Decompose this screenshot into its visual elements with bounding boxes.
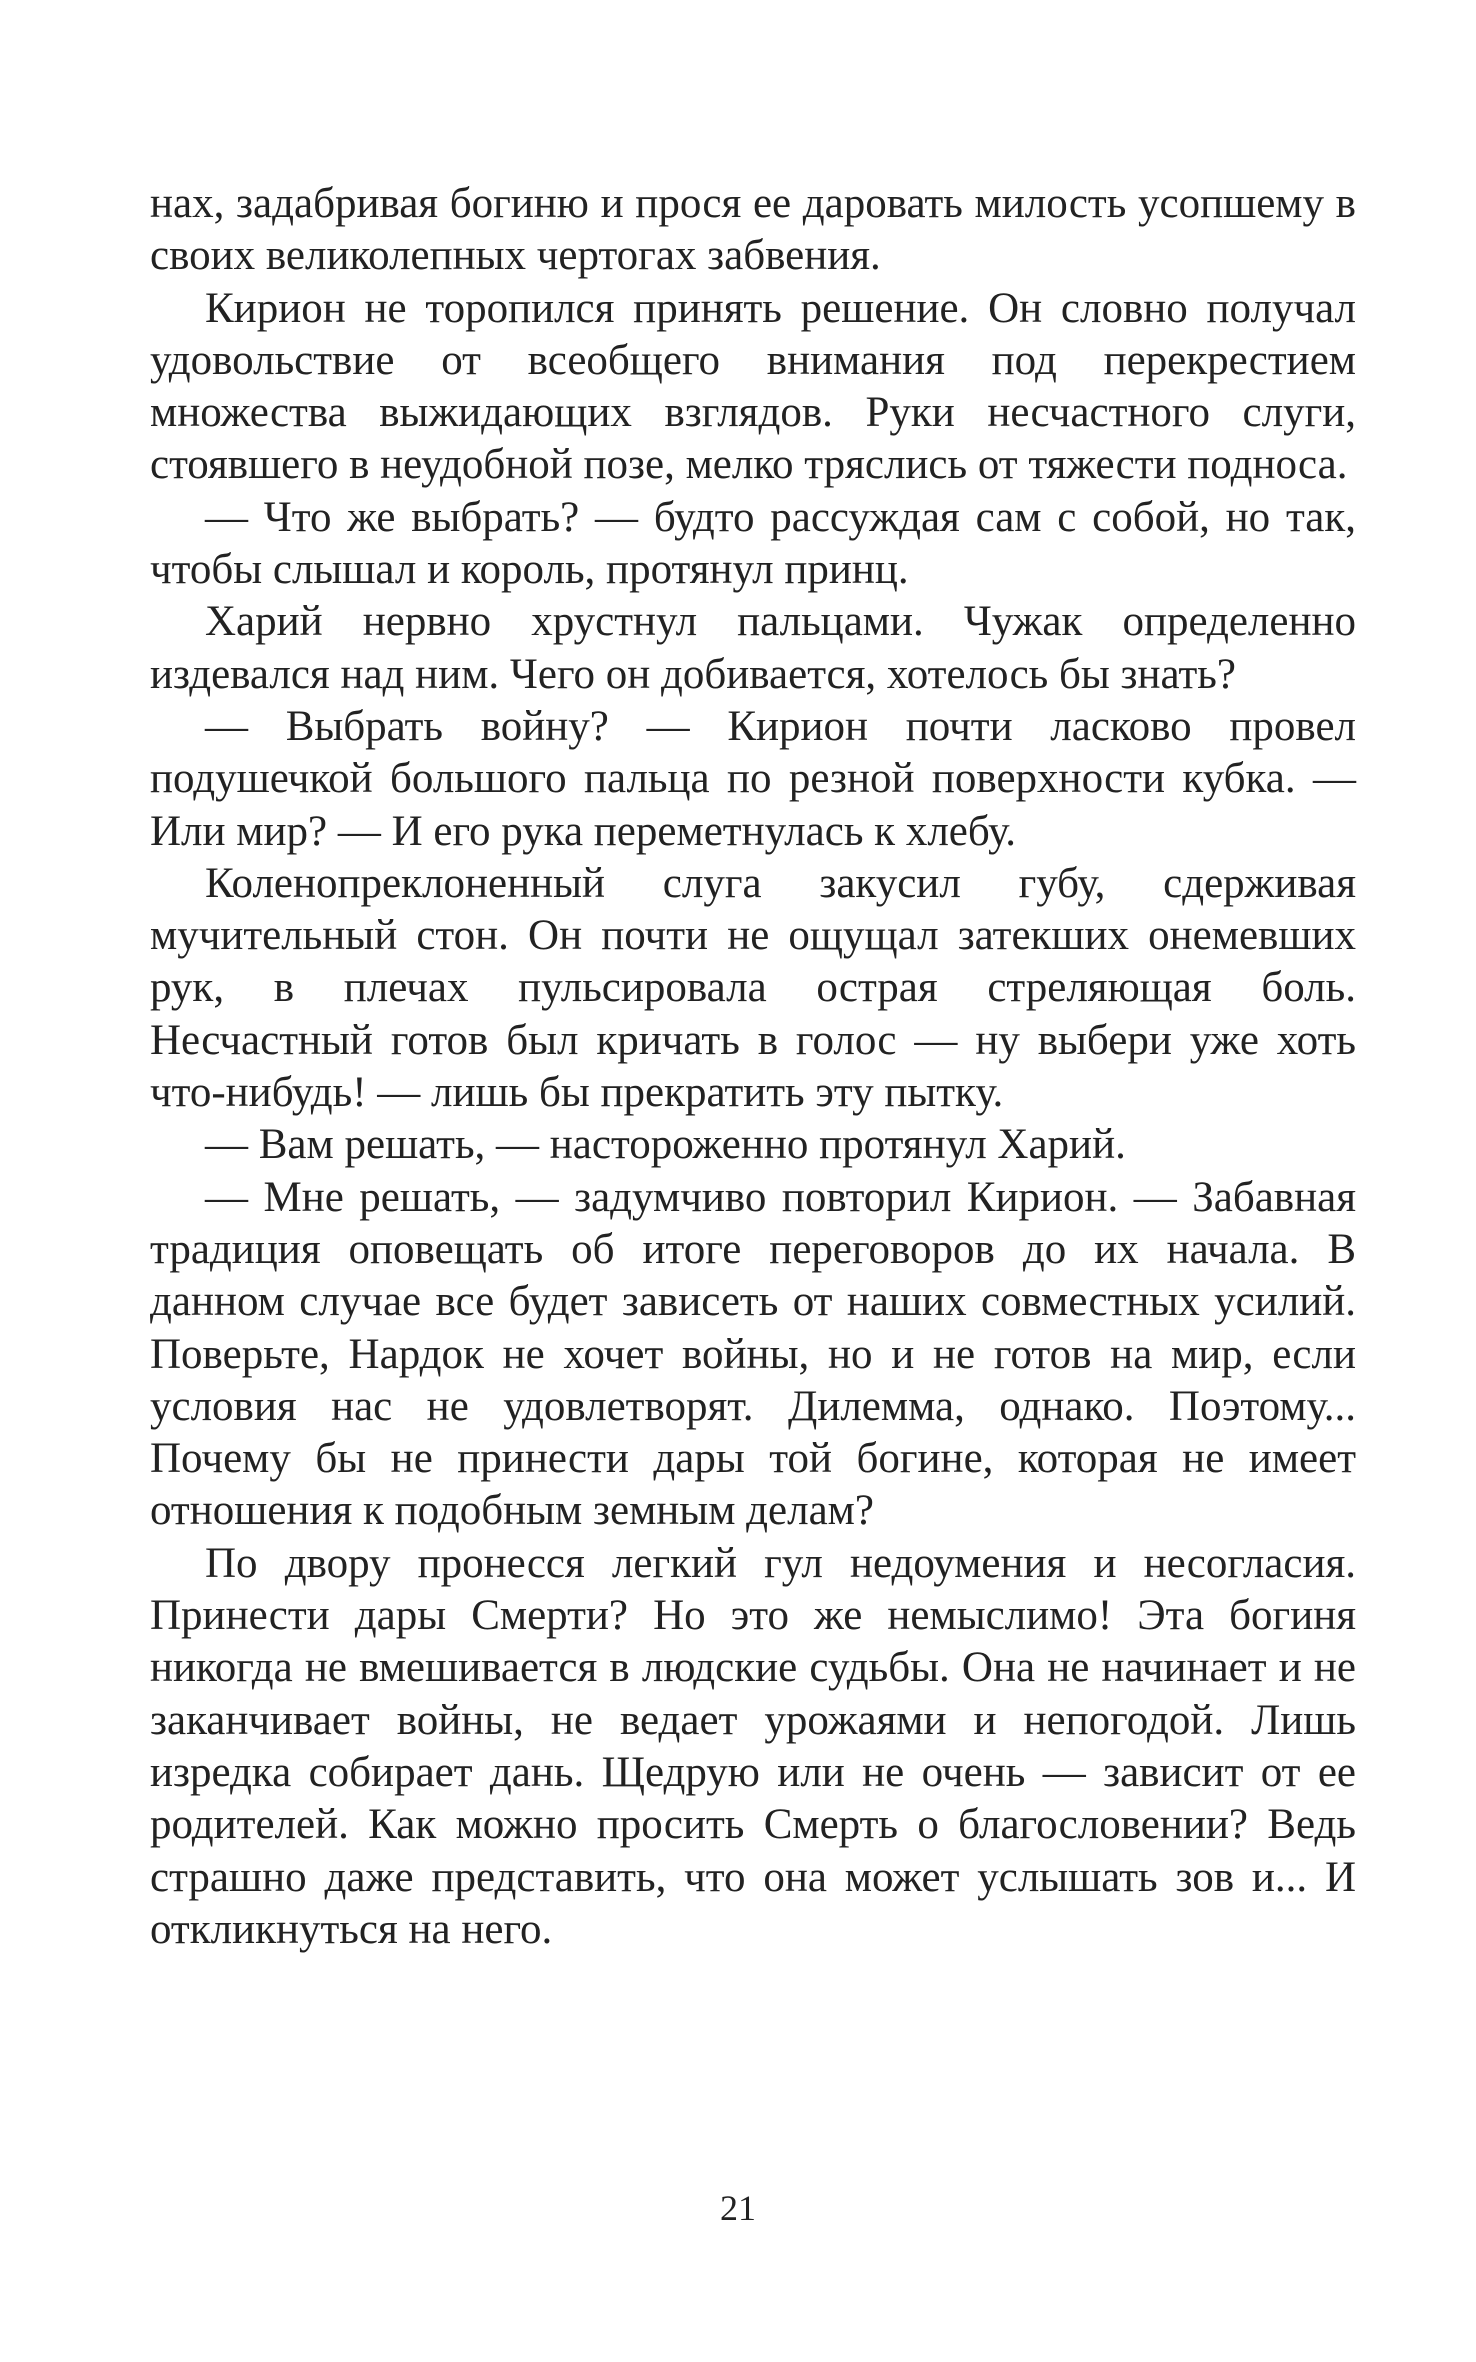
paragraph-1: нах, задабривая богиню и прося ее даровать милость усопшему в своих великолепных чертогах забвения. xyxy=(150,180,1356,280)
paragraph-4: Харий нервно хрустнул пальцами. Чужак определенно издевался над ним. Чего он добивается, хотелось бы знать? xyxy=(150,598,1356,698)
paragraph-8: — Мне решать, — задумчиво повторил Кирион. — Забавная традиция оповещать об итоге переговоров до их начала. В данном случае все будет зависеть от наших совместных усилий. Поверьте, Нардок не хочет войны, но и не готов на мир, если условия нас не удовлетворят. Дилемма, однако. Поэтому... Почему бы не принести дары той богине, которая не имеет отношения к подобным земным делам? xyxy=(150,1173,1356,1535)
paragraph-6: Коленопреклоненный слуга закусил губу, сдерживая мучительный стон. Он почти не ощущал затекших онемевших рук, в плечах пульсировала острая стреляющая боль. Несчастный готов был кричать в голос — ну выбери уже хоть что-нибудь! — лишь бы прекратить эту пытку. xyxy=(150,859,1356,1117)
paragraph-9: По двору пронесся легкий гул недоумения и несогласия. Принести дары Смерти? Но это же немыслимо! Эта богиня никогда не вмешивается в людские судьбы. Она не начинает и не заканчивает войны, не ведает урожаями и непогодой. Лишь изредка собирает дань. Щедрую или не очень — зависит от ее родителей. Как можно просить Смерть о благословении? Ведь страшно даже представить, что она может услышать зов и... И откликнуться на него. xyxy=(150,1539,1356,1953)
paragraph-2: Кирион не торопился принять решение. Он словно получал удовольствие от всеобщего внимания под перекрестием множества выжидающих взглядов. Руки несчастного слуги, стоявшего в неудобной позе, мелко тряслись от тяжести подноса. xyxy=(150,284,1356,489)
body-text xyxy=(150,178,1356,1956)
paragraph-5: — Выбрать войну? — Кирион почти ласково провел подушечкой большого пальца по резной поверхности кубка. — Или мир? — И его рука переметнулась к хлебу. xyxy=(150,702,1356,855)
paragraph-7: — Вам решать, — настороженно протянул Харий. xyxy=(205,1121,1126,1169)
page-number: 21 xyxy=(720,2188,756,2228)
paragraph-3: — Что же выбрать? — будто рассуждая сам с собой, но так, чтобы слышал и король, протянул принц. xyxy=(150,493,1356,594)
